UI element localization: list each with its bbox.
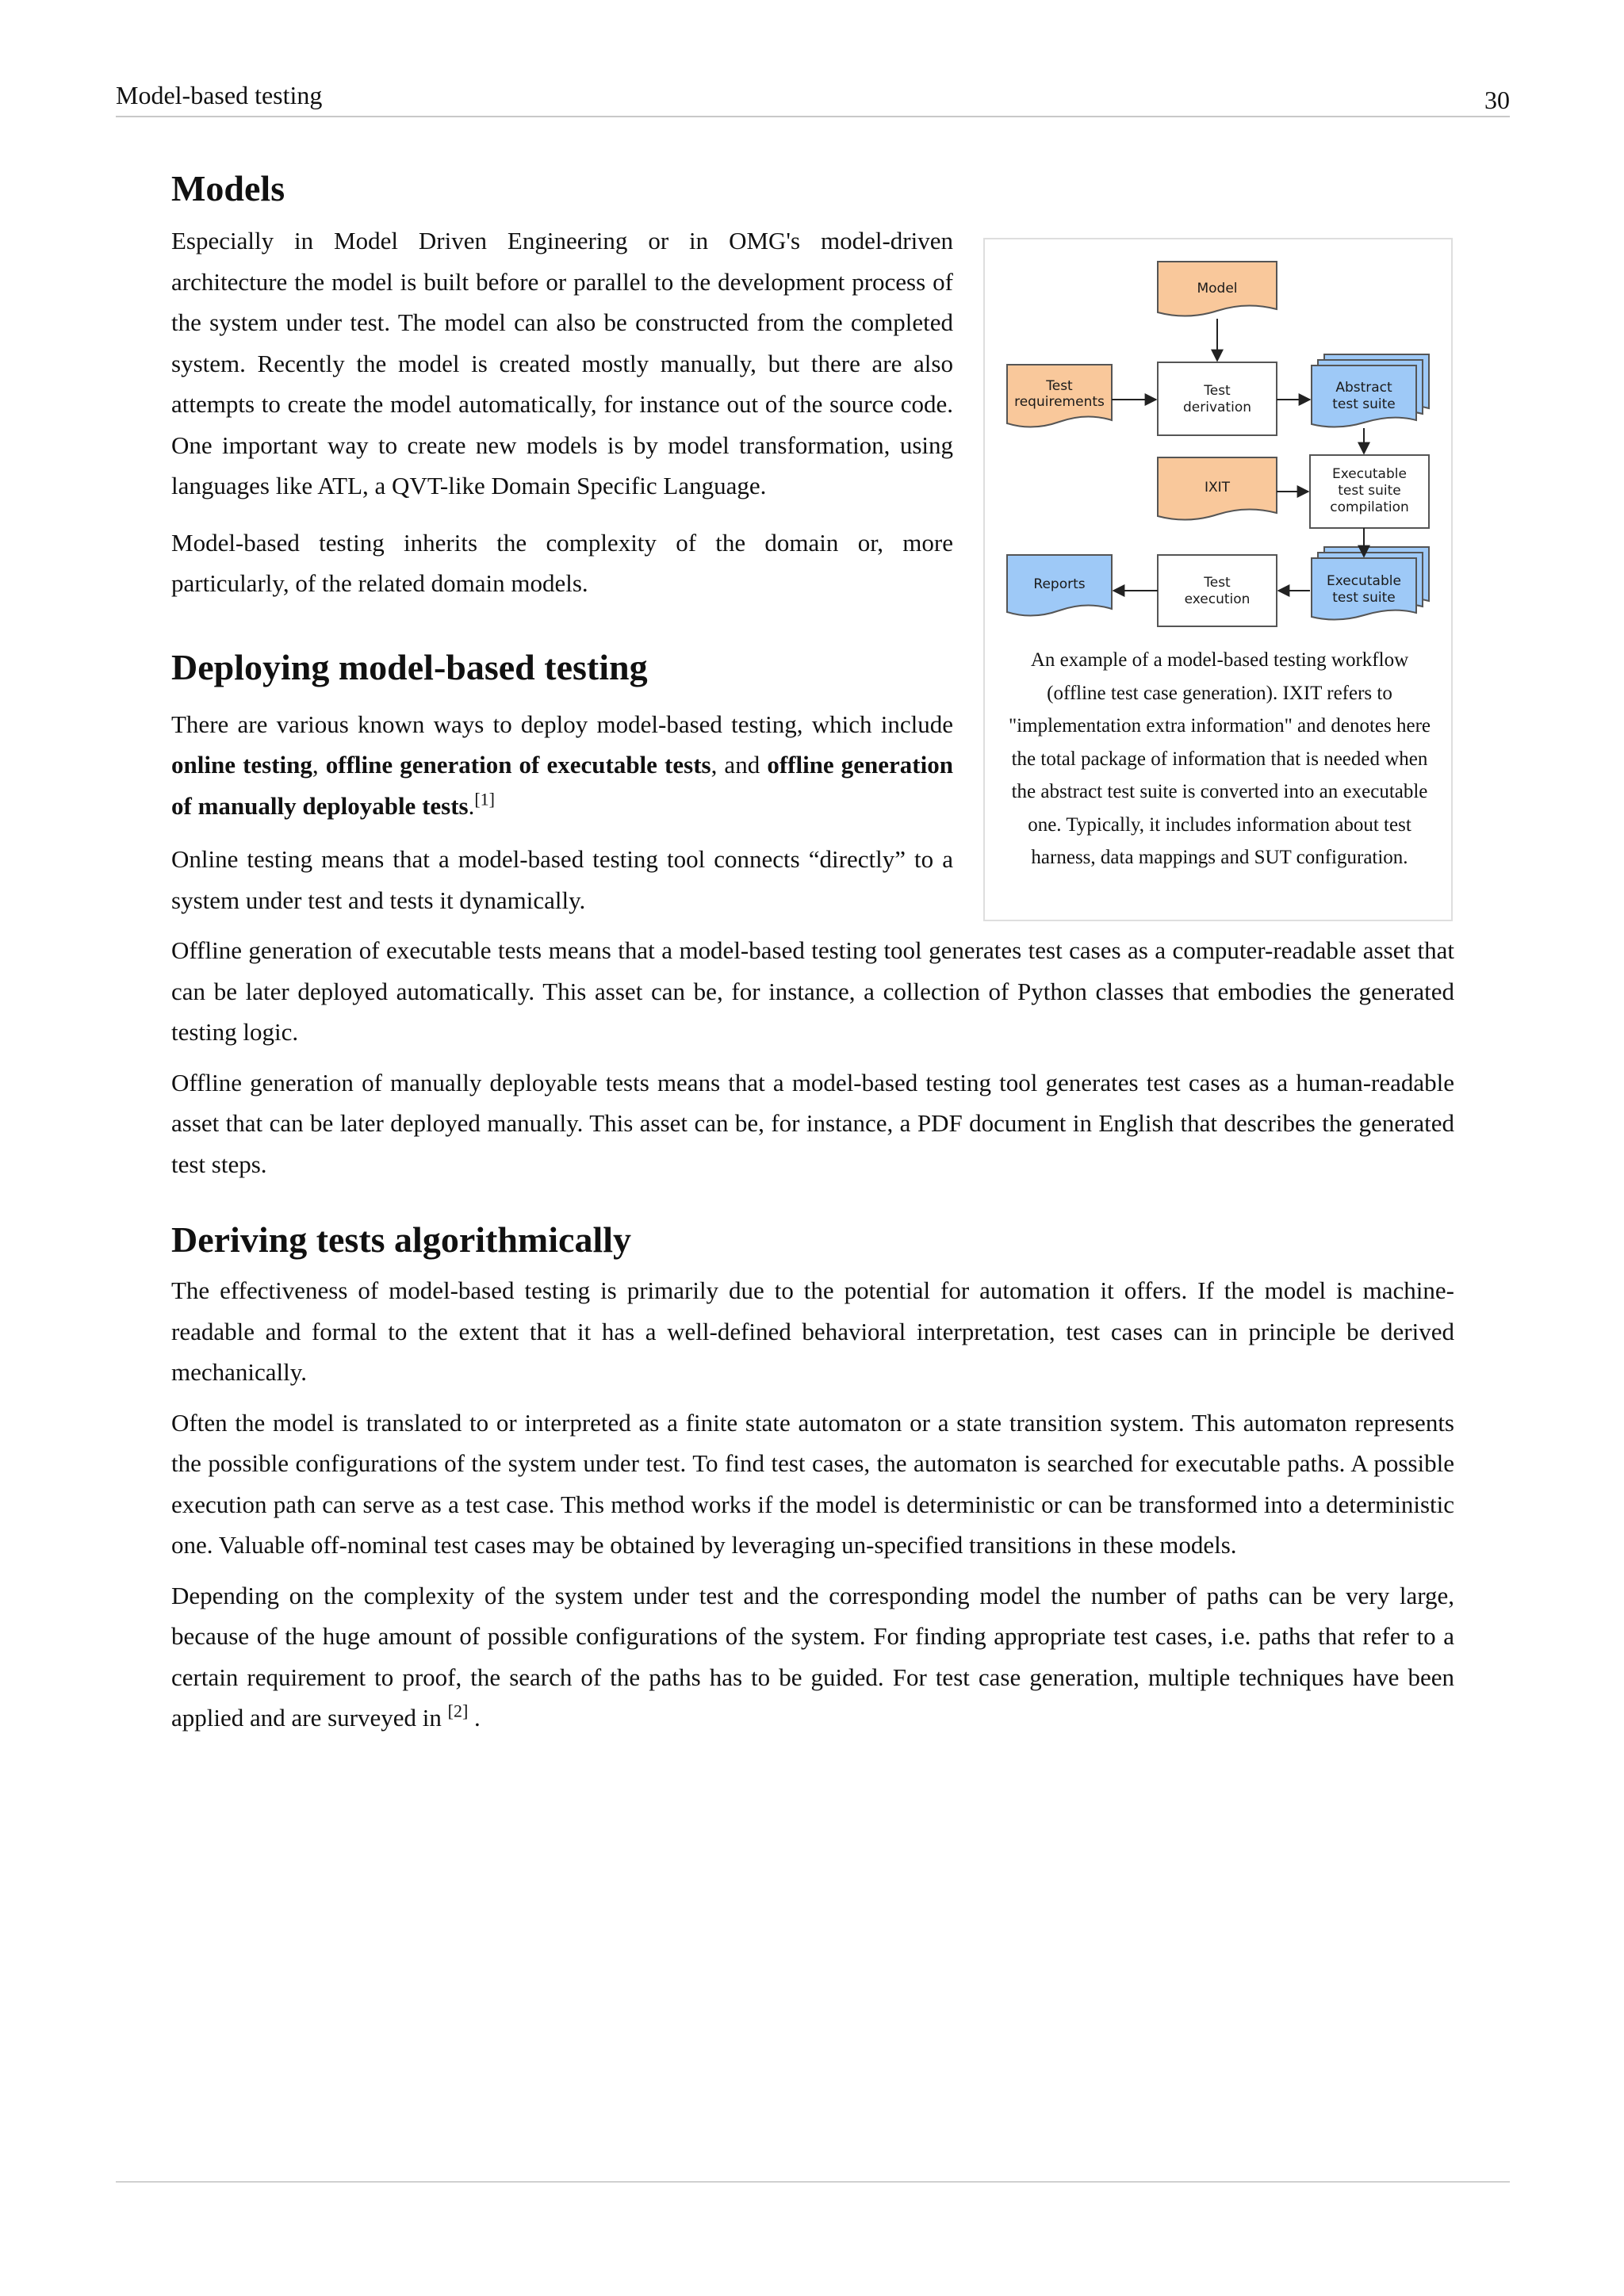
deploying-paragraph-4: Offline generation of manually deployable tests means that a model-based testing tool generates test cases as a human-readable asset that can be later deployed manually. This asset can be, for instance, a PDF document in English that describes the generated test steps.: [171, 1068, 1454, 1178]
reports-node: [1007, 555, 1112, 616]
model-label: Model: [1197, 281, 1238, 297]
reports-label: Reports: [1033, 576, 1086, 592]
running-header: [116, 79, 1510, 117]
figure-caption: An example of a model-based testing workflow (offline test case generation). IXIT refers to "implementation extra information" and denotes here the total package of information that is needed when the abstract test suite is converted into an executable one. Typically, it includes information about test harness, data mappings and SUT configuration.: [1008, 649, 1431, 868]
reference-1-link[interactable]: [1]: [474, 789, 496, 809]
svg-text:execution: execution: [1184, 591, 1251, 607]
svg-text:Test: Test: [1046, 378, 1073, 394]
term-offline-executable: offline generation of executable tests: [325, 751, 711, 779]
executable-test-suite-node: [1312, 547, 1429, 620]
svg-text:Abstract: Abstract: [1335, 380, 1392, 396]
reference-2-link[interactable]: [2]: [447, 1701, 469, 1721]
abstract-test-suite-node: [1312, 354, 1429, 427]
heading-models: Models: [171, 168, 285, 209]
footer-rule: [116, 2181, 1510, 2183]
svg-text:Test: Test: [1204, 383, 1231, 399]
term-online-testing: online testing: [171, 751, 312, 779]
heading-deriving: Deriving tests algorithmically: [171, 1219, 632, 1260]
model-node: [1158, 262, 1277, 316]
svg-text:test suite: test suite: [1332, 590, 1396, 606]
test-requirements-node: [1007, 365, 1112, 427]
workflow-figure: [983, 238, 1453, 921]
svg-text:test suite: test suite: [1332, 396, 1396, 412]
models-paragraph-2: Model-based testing inherits the complexity of the domain or, more particularly, of the related domain models.: [171, 528, 953, 597]
ixit-label: IXIT: [1204, 480, 1231, 496]
ixit-node: [1158, 457, 1277, 520]
test-execution-node: [1158, 555, 1277, 626]
svg-text:derivation: derivation: [1182, 400, 1252, 415]
term-offline-manual: offline generation of manually deployable tests: [171, 751, 953, 820]
header-title: Model-based testing: [116, 81, 323, 109]
compilation-node: [1310, 455, 1429, 528]
heading-deploying: Deploying model-based testing: [171, 646, 648, 687]
deriving-paragraph-1: The effectiveness of model-based testing is primarily due to the potential for automation it offers. If the model is machine-readable and formal to the extent that it has a well-defined behavioral interpretation, test cases can in principle be derived mechanically.: [171, 1276, 1454, 1386]
svg-text:test suite: test suite: [1338, 483, 1401, 499]
test-derivation-node: [1158, 362, 1277, 435]
svg-text:Executable: Executable: [1327, 573, 1401, 589]
models-paragraph-1: Especially in Model Driven Engineering or in OMG's model-driven architecture the model is built before or parallel to the development process of the system under test. The model can also be constructed from the completed system. Recently the model is created mostly manually, but there are also attempts to create the model automatically, for instance out of the source code. One important way to create new models is by model transformation, using languages like ATL, a QVT-like Domain Specific Language.: [171, 227, 953, 499]
deploying-paragraph-1: There are various known ways to deploy model-based testing, which include online testing, offline generation of executable tests, and offline generation of manually deployable tests.[1]: [171, 710, 953, 820]
svg-text:Executable: Executable: [1332, 466, 1407, 482]
svg-text:requirements: requirements: [1014, 394, 1105, 410]
deriving-paragraph-2: Often the model is translated to or interpreted as a finite state automaton or a state transition system. This automaton represents the possible configurations of the system under test. To find test cases, the automaton is searched for executable paths. A possible execution path can serve as a test case. This method works if the model is deterministic or can be transformed into a deterministic one. Valuable off-nominal test cases may be obtained by leveraging un-specified transitions in these models.: [171, 1408, 1454, 1559]
deriving-paragraph-3: Depending on the complexity of the system under test and the corresponding model the number of paths can be very large, because of the huge amount of possible configurations of the system. For finding appropriate test cases, i.e. paths that refer to a certain requirement to proof, the search of the paths has to be guided. For test case generation, multiple techniques have been applied and are surveyed in [2] .: [171, 1581, 1454, 1732]
deploying-paragraph-3: Offline generation of executable tests means that a model-based testing tool generates test cases as a computer-readable asset that can be later deployed automatically. This asset can be, for instance, a collection of Python classes that embodies the generated testing logic.: [171, 936, 1454, 1046]
workflow-diagram: [985, 239, 1453, 636]
svg-text:compilation: compilation: [1330, 499, 1409, 515]
deploying-paragraph-2: Online testing means that a model-based testing tool connects “directly” to a system under test and tests it dynamically.: [171, 845, 953, 914]
page-number: 30: [1484, 86, 1510, 114]
svg-text:Test: Test: [1204, 575, 1231, 591]
